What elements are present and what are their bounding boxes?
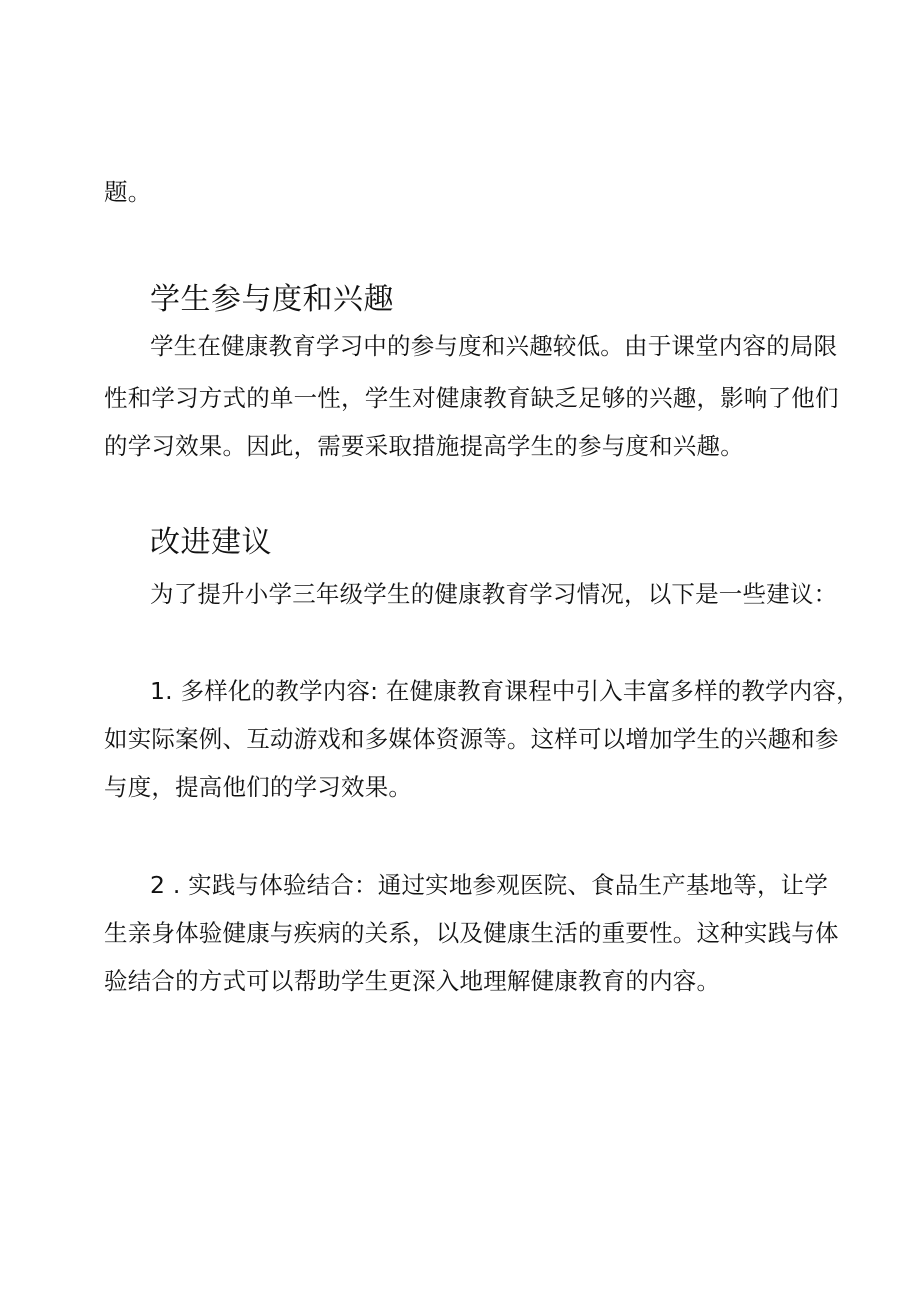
engagement-paragraph-line-2: 性和学习方式的单一性，学生对健康教育缺乏足够的兴趣，影响了他们 xyxy=(104,384,839,412)
engagement-paragraph-line-1: 学生在健康教育学习中的参与度和兴趣较低。由于课堂内容的局限 xyxy=(150,332,838,360)
paragraph-continuation: 题。 xyxy=(104,178,152,206)
suggestion-item-1-line-2: 如实际案例、互动游戏和多媒体资源等。这样可以增加学生的兴趣和参 xyxy=(104,725,839,753)
section-heading-suggestions: 改进建议 xyxy=(150,525,272,560)
suggestion-item-1-line-3: 与度，提高他们的学习效果。 xyxy=(104,773,413,801)
section-heading-engagement: 学生参与度和兴趣 xyxy=(150,282,394,317)
engagement-paragraph-line-3: 的学习效果。因此，需要采取措施提高学生的参与度和兴趣。 xyxy=(104,432,744,460)
suggestion-item-2-line-2: 生亲身体验健康与疾病的关系，以及健康生活的重要性。这种实践与体 xyxy=(104,919,839,947)
suggestion-item-2-line-3: 验结合的方式可以帮助学生更深入地理解健康教育的内容。 xyxy=(104,967,721,995)
suggestion-item-2-line-1: 2 . 实践与体验结合：通过实地参观医院、食品生产基地等，让学 xyxy=(150,871,829,899)
suggestions-intro-line: 为了提升小学三年级学生的健康教育学习情况，以下是一些建议： xyxy=(150,580,838,608)
suggestion-item-1-line-1: 1. 多样化的教学内容: 在健康教育课程中引入丰富多样的教学内容， xyxy=(150,677,860,705)
